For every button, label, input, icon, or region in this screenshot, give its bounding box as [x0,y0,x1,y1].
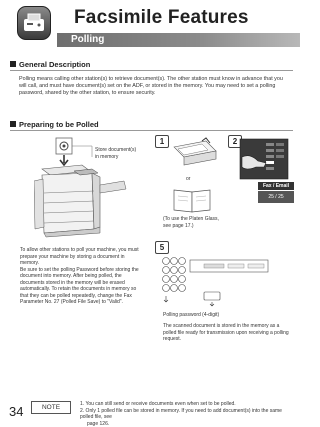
divider [10,70,293,71]
step-5-badge: 5 [155,241,169,254]
step-1-badge: 1 [155,135,169,148]
fax-email-key: Fax / Email [258,182,294,190]
platen-note: (To use the Platen Glass, see page 17.) [163,216,219,229]
page-title: Facsimile Features [74,7,249,28]
section-title: Polling [71,34,105,45]
general-heading: General Description [10,60,90,69]
control-panel-illustration [236,137,292,181]
bullet-square-icon [10,121,16,127]
or-label: or [186,176,191,182]
prepare-heading: Preparing to be Polled [10,120,99,129]
fax-features-icon [17,6,51,40]
fax-display: 25 / 25 [258,191,294,203]
platen-glass-book-illustration [172,186,214,214]
store-label: Store document(s) in memory [95,147,137,160]
general-description: Polling means calling other station(s) to retrieve document(s). The other station must know in advance that you will call, and must have document(s) set on the ADF, or stored in the memory. You may need to set a polling password, shared by the other station, to ensure security. [19,76,283,97]
page-number: 34 [9,404,24,419]
divider [10,130,293,131]
section-title-bar [57,33,300,47]
keypad-password-illustration [160,256,282,310]
bullet-square-icon [10,61,16,67]
prepare-description: To allow other stations to poll your machine, you must prepare your machine by storing a document in memory. Be sure to set the polling Password before storing the document into memory. After being polled, the documents stored in the memory will be erased automatically. To retain the documents in memory so that they can be polled repeatedly, change the Fax Parameter No. 27 (Polled File Save) to "Valid". [20,247,139,305]
note-text: 1. You can still send or receive documents even when set to be polled. 2. Only 1 polled file can be stored in memory. If you need to add document(s) into the same polled file, see page 126. [80,401,282,427]
note-badge: NOTE [31,401,71,414]
step-2-badge: 2 [228,135,242,148]
adf-document-illustration [172,137,218,173]
scanned-note: The scanned document is stored in the memory as a polled file ready for transmission upon receiving a polling request. [163,323,289,342]
polling-password-label: Polling password (4-digit) [163,312,220,318]
